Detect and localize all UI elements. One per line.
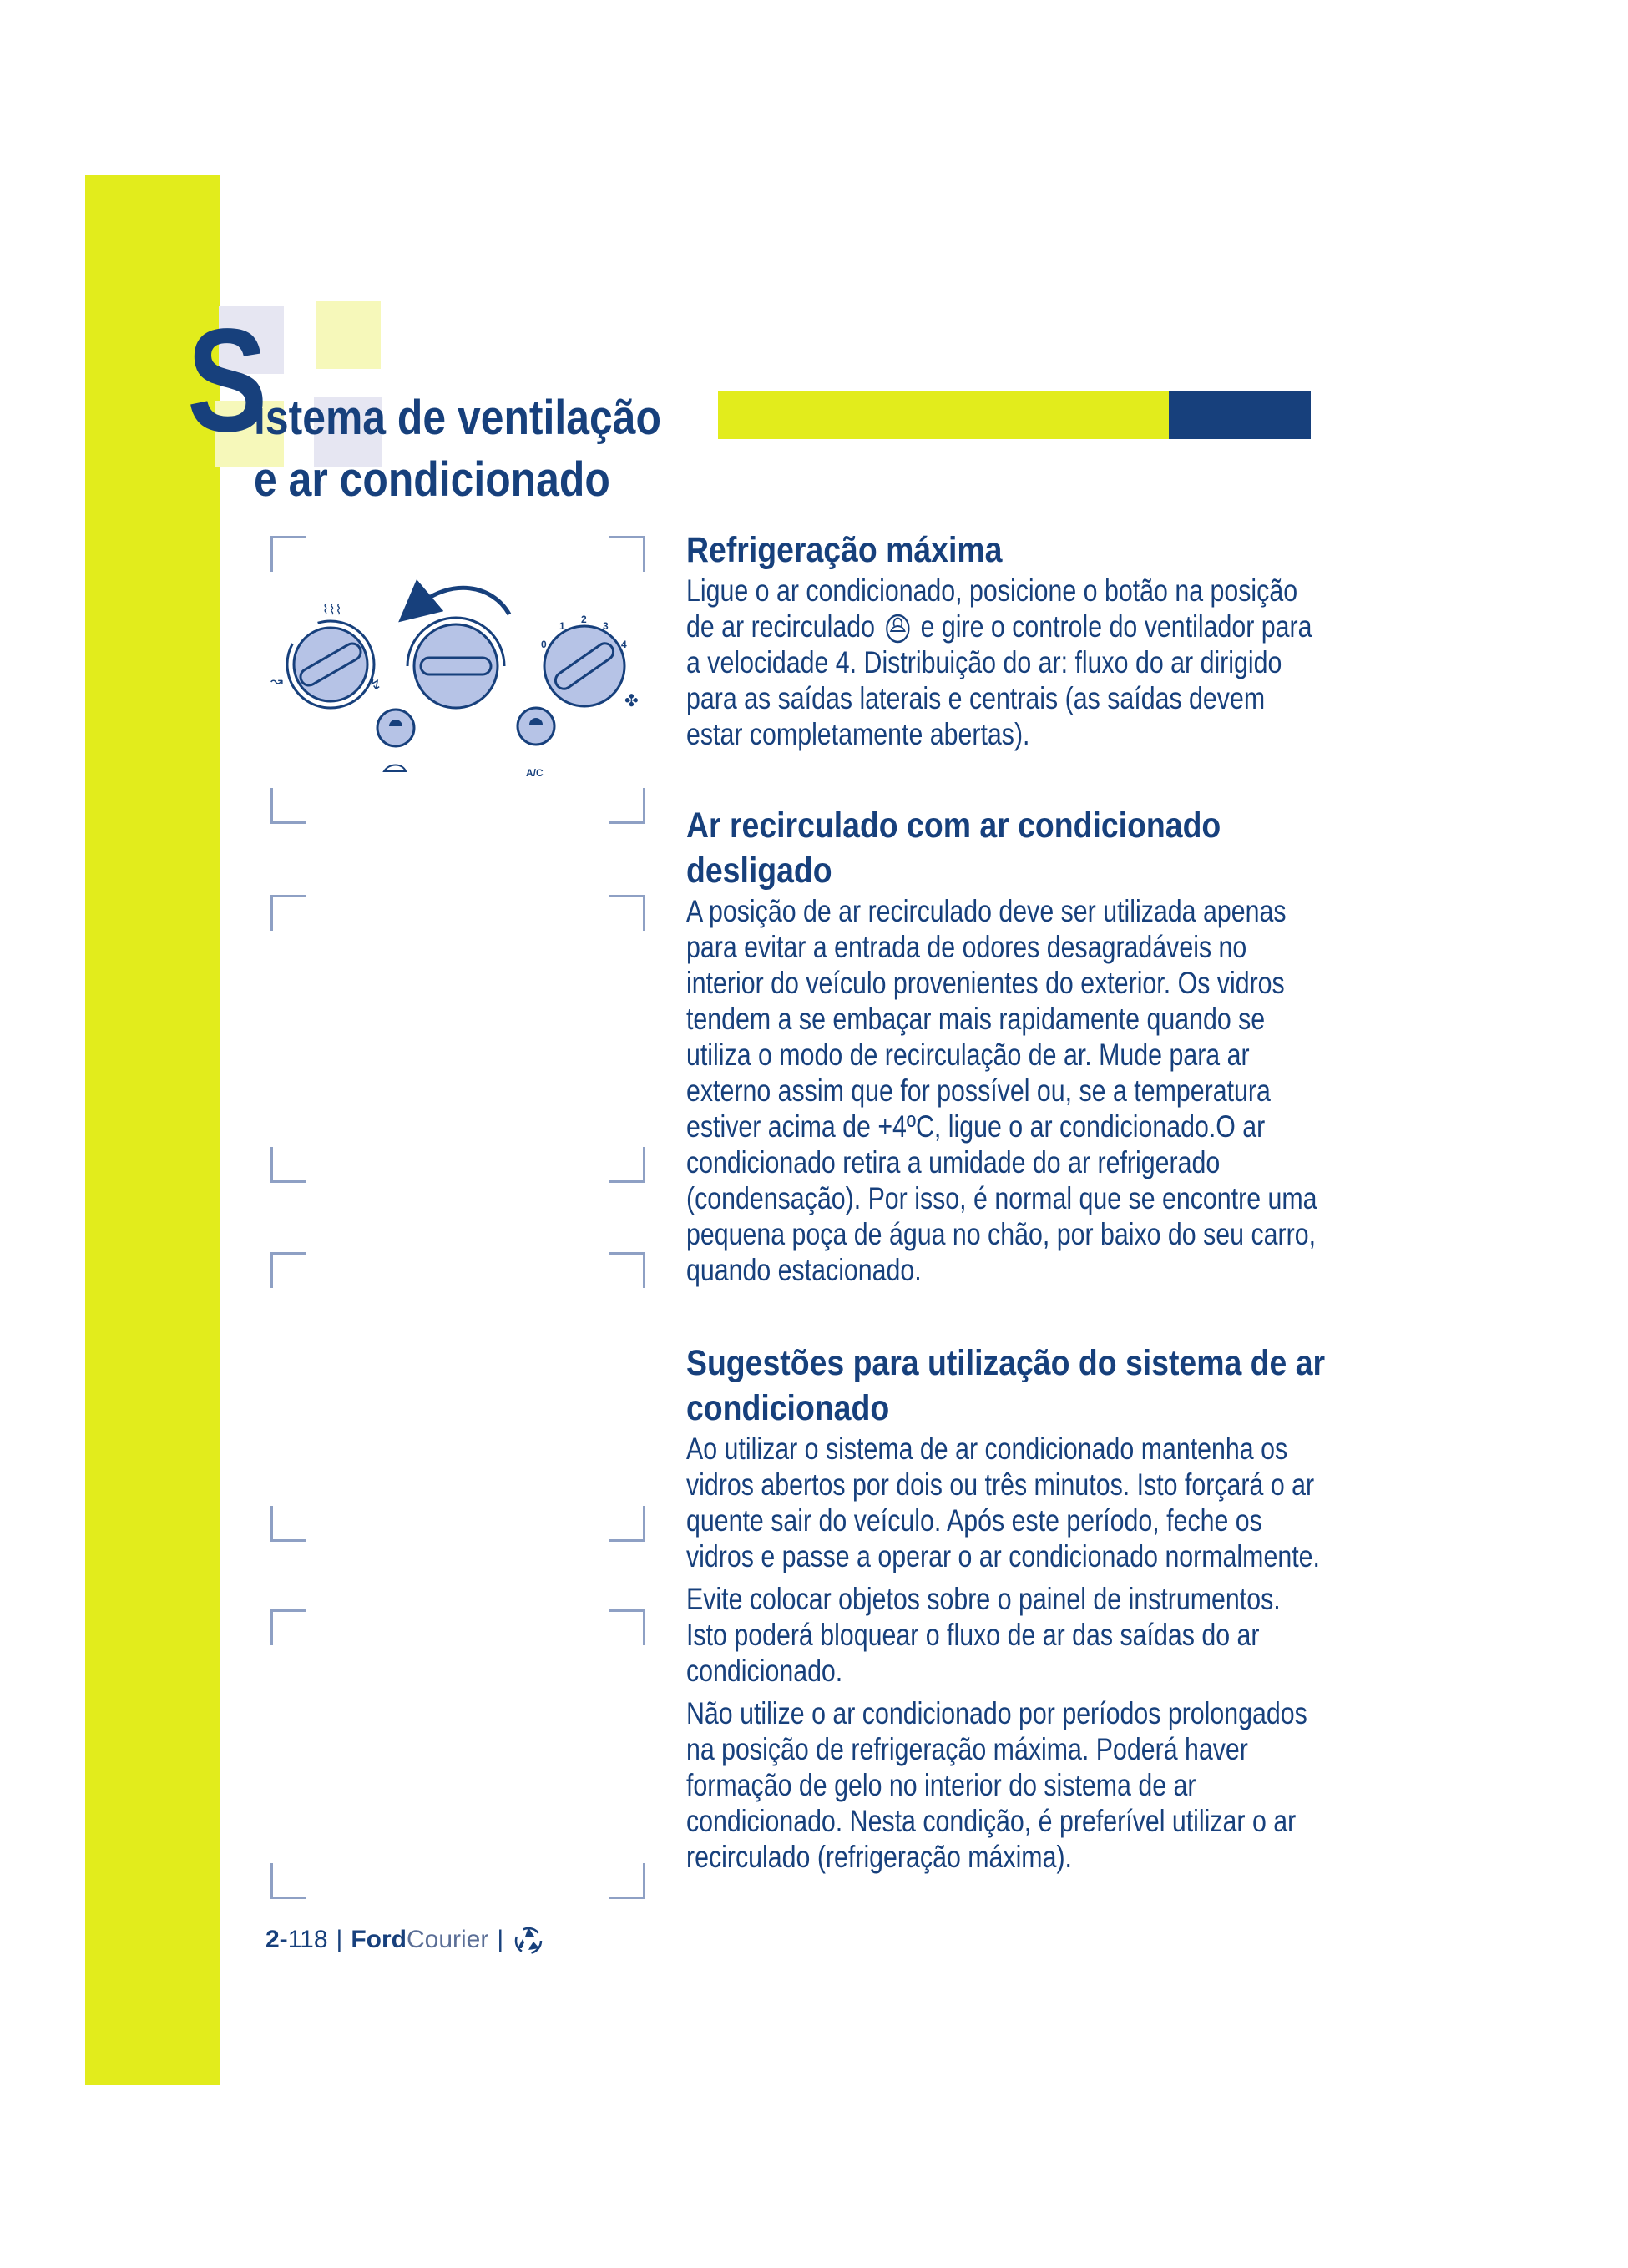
frame-corner-mark bbox=[609, 1863, 645, 1899]
frame-corner-mark bbox=[270, 1252, 306, 1288]
frame-corner-mark bbox=[609, 1609, 645, 1645]
fan-speed-knob bbox=[541, 614, 639, 710]
title-drop-cap: S bbox=[187, 299, 268, 462]
recycle-icon bbox=[512, 1923, 545, 1957]
section-ar-recirculado bbox=[686, 803, 1321, 1288]
footer-chapter: 2- bbox=[265, 1926, 288, 1953]
footer-brand: Ford bbox=[351, 1926, 407, 1953]
face-vent-icon: ↝ bbox=[270, 673, 284, 690]
frame-corner-mark bbox=[270, 1147, 306, 1183]
fan-speed-label: 1 bbox=[559, 620, 565, 632]
frame-corner-mark bbox=[270, 895, 306, 931]
climate-control-panel-illustration bbox=[267, 568, 651, 785]
footer-separator: | bbox=[497, 1926, 504, 1953]
rotate-arrow-icon bbox=[417, 588, 509, 614]
footer-separator: | bbox=[336, 1926, 343, 1953]
section-paragraph: Evite colocar objetos sobre o painel de instrumentos. Isto poderá bloquear o fluxo de ar das saídas do ar condicionado. bbox=[686, 1582, 1281, 1688]
air-distribution-knob bbox=[269, 602, 392, 726]
footer-model: Courier bbox=[406, 1926, 489, 1953]
frame-corner-mark bbox=[609, 1506, 645, 1542]
frame-corner-mark bbox=[270, 1863, 306, 1899]
ac-label: A/C bbox=[526, 767, 544, 779]
footer-page-number: 118 bbox=[287, 1926, 328, 1953]
header-bar-lime bbox=[718, 391, 1169, 439]
fan-speed-label: 4 bbox=[621, 639, 627, 650]
temperature-knob bbox=[407, 588, 509, 708]
page-footer bbox=[265, 1923, 545, 1957]
frame-corner-mark bbox=[609, 895, 645, 931]
fan-speed-label: 3 bbox=[603, 620, 609, 632]
ac-button bbox=[518, 708, 554, 779]
recirculation-button bbox=[377, 710, 414, 771]
section-refrigeracao-maxima bbox=[686, 528, 1321, 752]
feet-vent-icon: ↯ bbox=[369, 676, 382, 694]
section-paragraph: Não utilize o ar condicionado por períodos prolongados na posição de refrigeração máxima. Poderá haver formação de gelo no interior do sistema de ar condicionado. Nesta condição, é preferível utilizar o ar recirculado (refrigeração máxima). bbox=[686, 1696, 1307, 1874]
section-paragraph: A posição de ar recirculado deve ser utilizada apenas para evitar a entrada de odores desagradáveis no interior do veículo provenientes do exterior. Os vidros tendem a se embaçar mais rapidamente quando se utiliza o modo de recirculação de ar. Mude para ar externo assim que for possível ou, se a temperatura estiver acima de +4ºC, ligue o ar condicionado.O ar condicionado retira a umidade do ar refrigerado (condensação). Por isso, é normal que se encontre uma pequena poça de água no chão, por baixo do seu carro, quando estacionado. bbox=[686, 894, 1317, 1287]
page-title-line-1: istema de ventilação bbox=[254, 391, 661, 445]
page-title-line-2: e ar condicionado bbox=[254, 452, 610, 507]
frame-corner-mark bbox=[270, 536, 306, 572]
frame-corner-mark bbox=[609, 536, 645, 572]
decorative-square bbox=[316, 301, 381, 369]
section-heading: Refrigeração máxima bbox=[686, 530, 1003, 570]
recirculation-icon bbox=[885, 613, 911, 644]
fan-speed-label: 0 bbox=[541, 639, 547, 650]
frame-corner-mark bbox=[270, 1609, 306, 1645]
recirculation-car-icon bbox=[384, 765, 406, 772]
paragraph-text: e gire o controle do ventilador para a velocidade 4. Distribuição do ar: fluxo do ar dirigido para as saídas laterais e centrais (as saídas devem estar completamente abertas). bbox=[686, 609, 1312, 752]
fan-speed-label: 2 bbox=[581, 614, 587, 625]
paragraph-text: Ligue o ar condicionado, posicione o botão na posição de ar recirculado bbox=[686, 573, 1298, 644]
frame-corner-mark bbox=[270, 1506, 306, 1542]
header-bar-navy bbox=[1169, 391, 1311, 439]
section-heading: Sugestões para utilização do sistema de ar condicionado bbox=[686, 1343, 1326, 1428]
section-paragraph bbox=[686, 573, 1323, 752]
section-paragraph: Ao utilizar o sistema de ar condicionado mantenha os vidros abertos por dois ou três minutos. Isto forçará o ar quente sair do veículo. Após este período, feche os vidros e passe a operar o ar condicionado normalmente. bbox=[686, 1432, 1320, 1573]
frame-corner-mark bbox=[270, 788, 306, 824]
defrost-icon: ⌇⌇⌇ bbox=[322, 602, 342, 618]
frame-corner-mark bbox=[609, 1252, 645, 1288]
fan-icon: ✤ bbox=[624, 690, 639, 710]
section-heading: Ar recirculado com ar condicionado desligado bbox=[686, 806, 1221, 891]
frame-corner-mark bbox=[609, 788, 645, 824]
section-sugestoes bbox=[686, 1341, 1326, 1875]
frame-corner-mark bbox=[609, 1147, 645, 1183]
